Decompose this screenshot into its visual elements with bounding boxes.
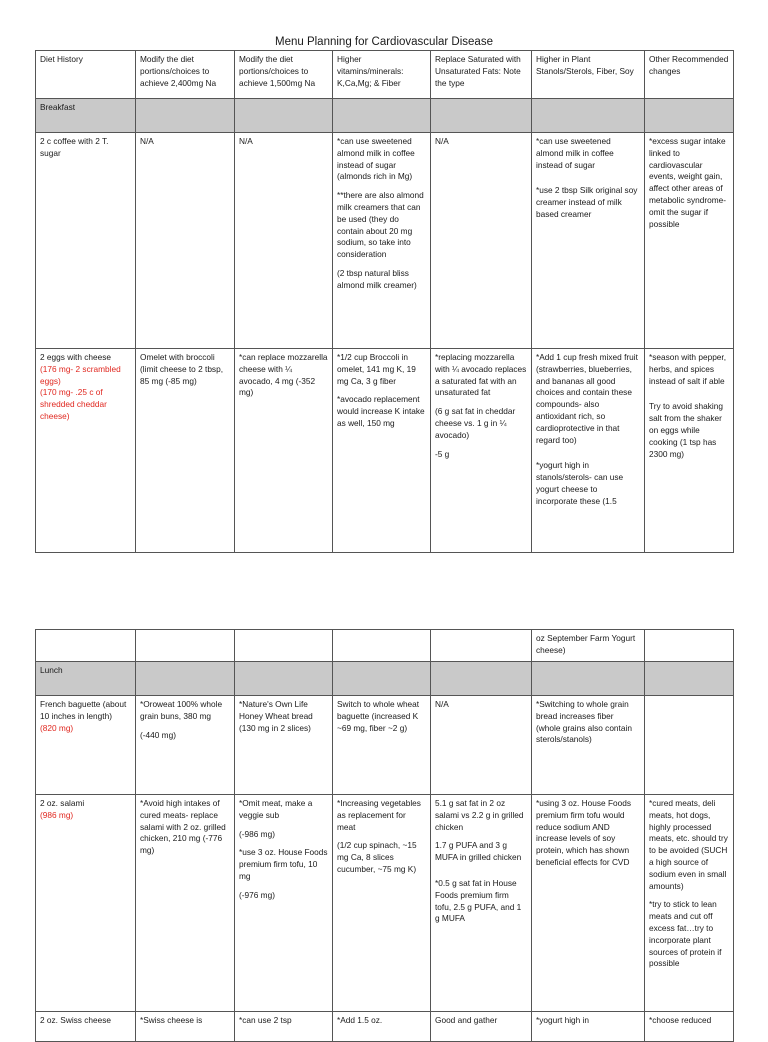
na-2400-cell: *Swiss cheese is (136, 1012, 235, 1042)
vitamins-cell: *1/2 cup Broccoli in omelet, 141 mg K, 19 mg Ca, 3 g fiber *avocado replacement would increase K intake as well, 150 mg (333, 349, 431, 553)
section-row-lunch (36, 662, 734, 696)
na-2400-cell: *Avoid high intakes of cured meats- replace salami with 2 oz. grilled chicken, 210 mg (-776 mg) (136, 795, 235, 1012)
table-row (36, 1012, 734, 1042)
menu-table-page-2 (35, 629, 734, 1042)
na-1500-cell: N/A (235, 133, 333, 349)
diet-item: 2 c coffee with 2 T. sugar (36, 133, 136, 349)
stanols-cell: *yogurt high in (532, 1012, 645, 1042)
section-label: Breakfast (36, 99, 136, 133)
header-na-2400: Modify the diet portions/choices to achieve 2,400mg Na (136, 51, 235, 99)
other-cell: *excess sugar intake linked to cardiovascular events, weight gain, affect other areas of metabolic syndrome- omit the sugar if possible (645, 133, 734, 349)
stanols-cell: *Switching to whole grain bread increases fiber (whole grains also contain sterols/stanols) (532, 696, 645, 795)
table-row (36, 133, 734, 349)
na-2400-cell: N/A (136, 133, 235, 349)
menu-table-page-1 (35, 50, 734, 553)
diet-item: 2 oz. Swiss cheese (36, 1012, 136, 1042)
vitamins-cell: *Add 1.5 oz. (333, 1012, 431, 1042)
section-row-breakfast (36, 99, 734, 133)
continuation-cell: oz September Farm Yogurt cheese) (532, 630, 645, 662)
fats-cell: N/A (431, 696, 532, 795)
stanols-cell: *can use sweetened almond milk in coffee instead of sugar *use 2 tbsp Silk original soy creamer instead of milk based creamer (532, 133, 645, 349)
stanols-cell: *using 3 oz. House Foods premium firm tofu would reduce sodium AND increase levels of soy protein, which has shown beneficial effects for CVD (532, 795, 645, 1012)
na-1500-cell: *can replace mozzarella cheese with ¼ avocado, 4 mg (-352 mg) (235, 349, 333, 553)
diet-item: 2 eggs with cheese (176 mg- 2 scrambled eggs) (170 mg- .25 c of shredded cheddar cheese) (36, 349, 136, 553)
header-na-1500: Modify the diet portions/choices to achieve 1,500mg Na (235, 51, 333, 99)
vitamins-cell: Switch to whole wheat baguette (increased K ~69 mg, fiber ~2 g) (333, 696, 431, 795)
other-cell: *cured meats, deli meats, hot dogs, highly processed meats, etc. should try to be avoided (SUCH a high source of sodium even in small amounts) *try to stick to lean meats and cut off excess fat…try to incorporate plant sources of protein if possible (645, 795, 734, 1012)
fats-cell: N/A (431, 133, 532, 349)
fats-cell: 5.1 g sat fat in 2 oz salami vs 2.2 g in grilled chicken 1.7 g PUFA and 3 g MUFA in grilled chicken *0.5 g sat fat in House Foods premium firm tofu, 2.5 g PUFA, and 1 g MUFA (431, 795, 532, 1012)
vitamins-cell: *can use sweetened almond milk in coffee instead of sugar (almonds rich in Mg) **there are also almond milk creamers that can be used (they do contain about 20 mg sodium, so take into consideration (2 tbsp natural bliss almond milk creamer) (333, 133, 431, 349)
diet-item: 2 oz. salami (986 mg) (36, 795, 136, 1012)
table-row (36, 795, 734, 1012)
table-row (36, 696, 734, 795)
header-fats: Replace Saturated with Unsaturated Fats: Note the type (431, 51, 532, 99)
na-2400-cell: Omelet with broccoli (limit cheese to 2 tbsp, 85 mg (-85 mg) (136, 349, 235, 553)
table-row (36, 349, 734, 553)
na-2400-cell: *Oroweat 100% whole grain buns, 380 mg (-440 mg) (136, 696, 235, 795)
vitamins-cell: *Increasing vegetables as replacement for meat (1/2 cup spinach, ~15 mg Ca, 8 slices cucumber, ~75 mg K) (333, 795, 431, 1012)
header-stanols: Higher in Plant Stanols/Sterols, Fiber, Soy (532, 51, 645, 99)
page-title: Menu Planning for Cardiovascular Disease (275, 36, 493, 48)
diet-item: French baguette (about 10 inches in length) (820 mg) (36, 696, 136, 795)
header-other: Other Recommended changes (645, 51, 734, 99)
section-label: Lunch (36, 662, 136, 696)
other-cell: *season with pepper, herbs, and spices instead of salt if able Try to avoid shaking salt from the shaker on eggs while cooking (1 tsp has 2300 mg) (645, 349, 734, 553)
na-1500-cell: *can use 2 tsp (235, 1012, 333, 1042)
header-row (36, 51, 734, 99)
other-cell (645, 696, 734, 795)
other-cell: *choose reduced (645, 1012, 734, 1042)
header-vitamins: Higher vitamins/minerals: K,Ca,Mg; & Fiber (333, 51, 431, 99)
na-1500-cell: *Omit meat, make a veggie sub (-986 mg) *use 3 oz. House Foods premium firm tofu, 10 mg (-976 mg) (235, 795, 333, 1012)
na-1500-cell: *Nature's Own Life Honey Wheat bread (130 mg in 2 slices) (235, 696, 333, 795)
continuation-row (36, 630, 734, 662)
stanols-cell: *Add 1 cup fresh mixed fruit (strawberries, blueberries, and bananas all good choices and contain these compounds- also antioxidant rich, so cardioprotective in that regard too) *yogurt high in stanols/sterols- can use yogurt cheese to incorporate these (1.5 (532, 349, 645, 553)
fats-cell: Good and gather (431, 1012, 532, 1042)
fats-cell: *replacing mozzarella with ¼ avocado replaces a saturated fat with an unsaturated fat (6 g sat fat in cheddar cheese vs. 1 g in ¼ avocado) -5 g (431, 349, 532, 553)
header-diet-history: Diet History (36, 51, 136, 99)
